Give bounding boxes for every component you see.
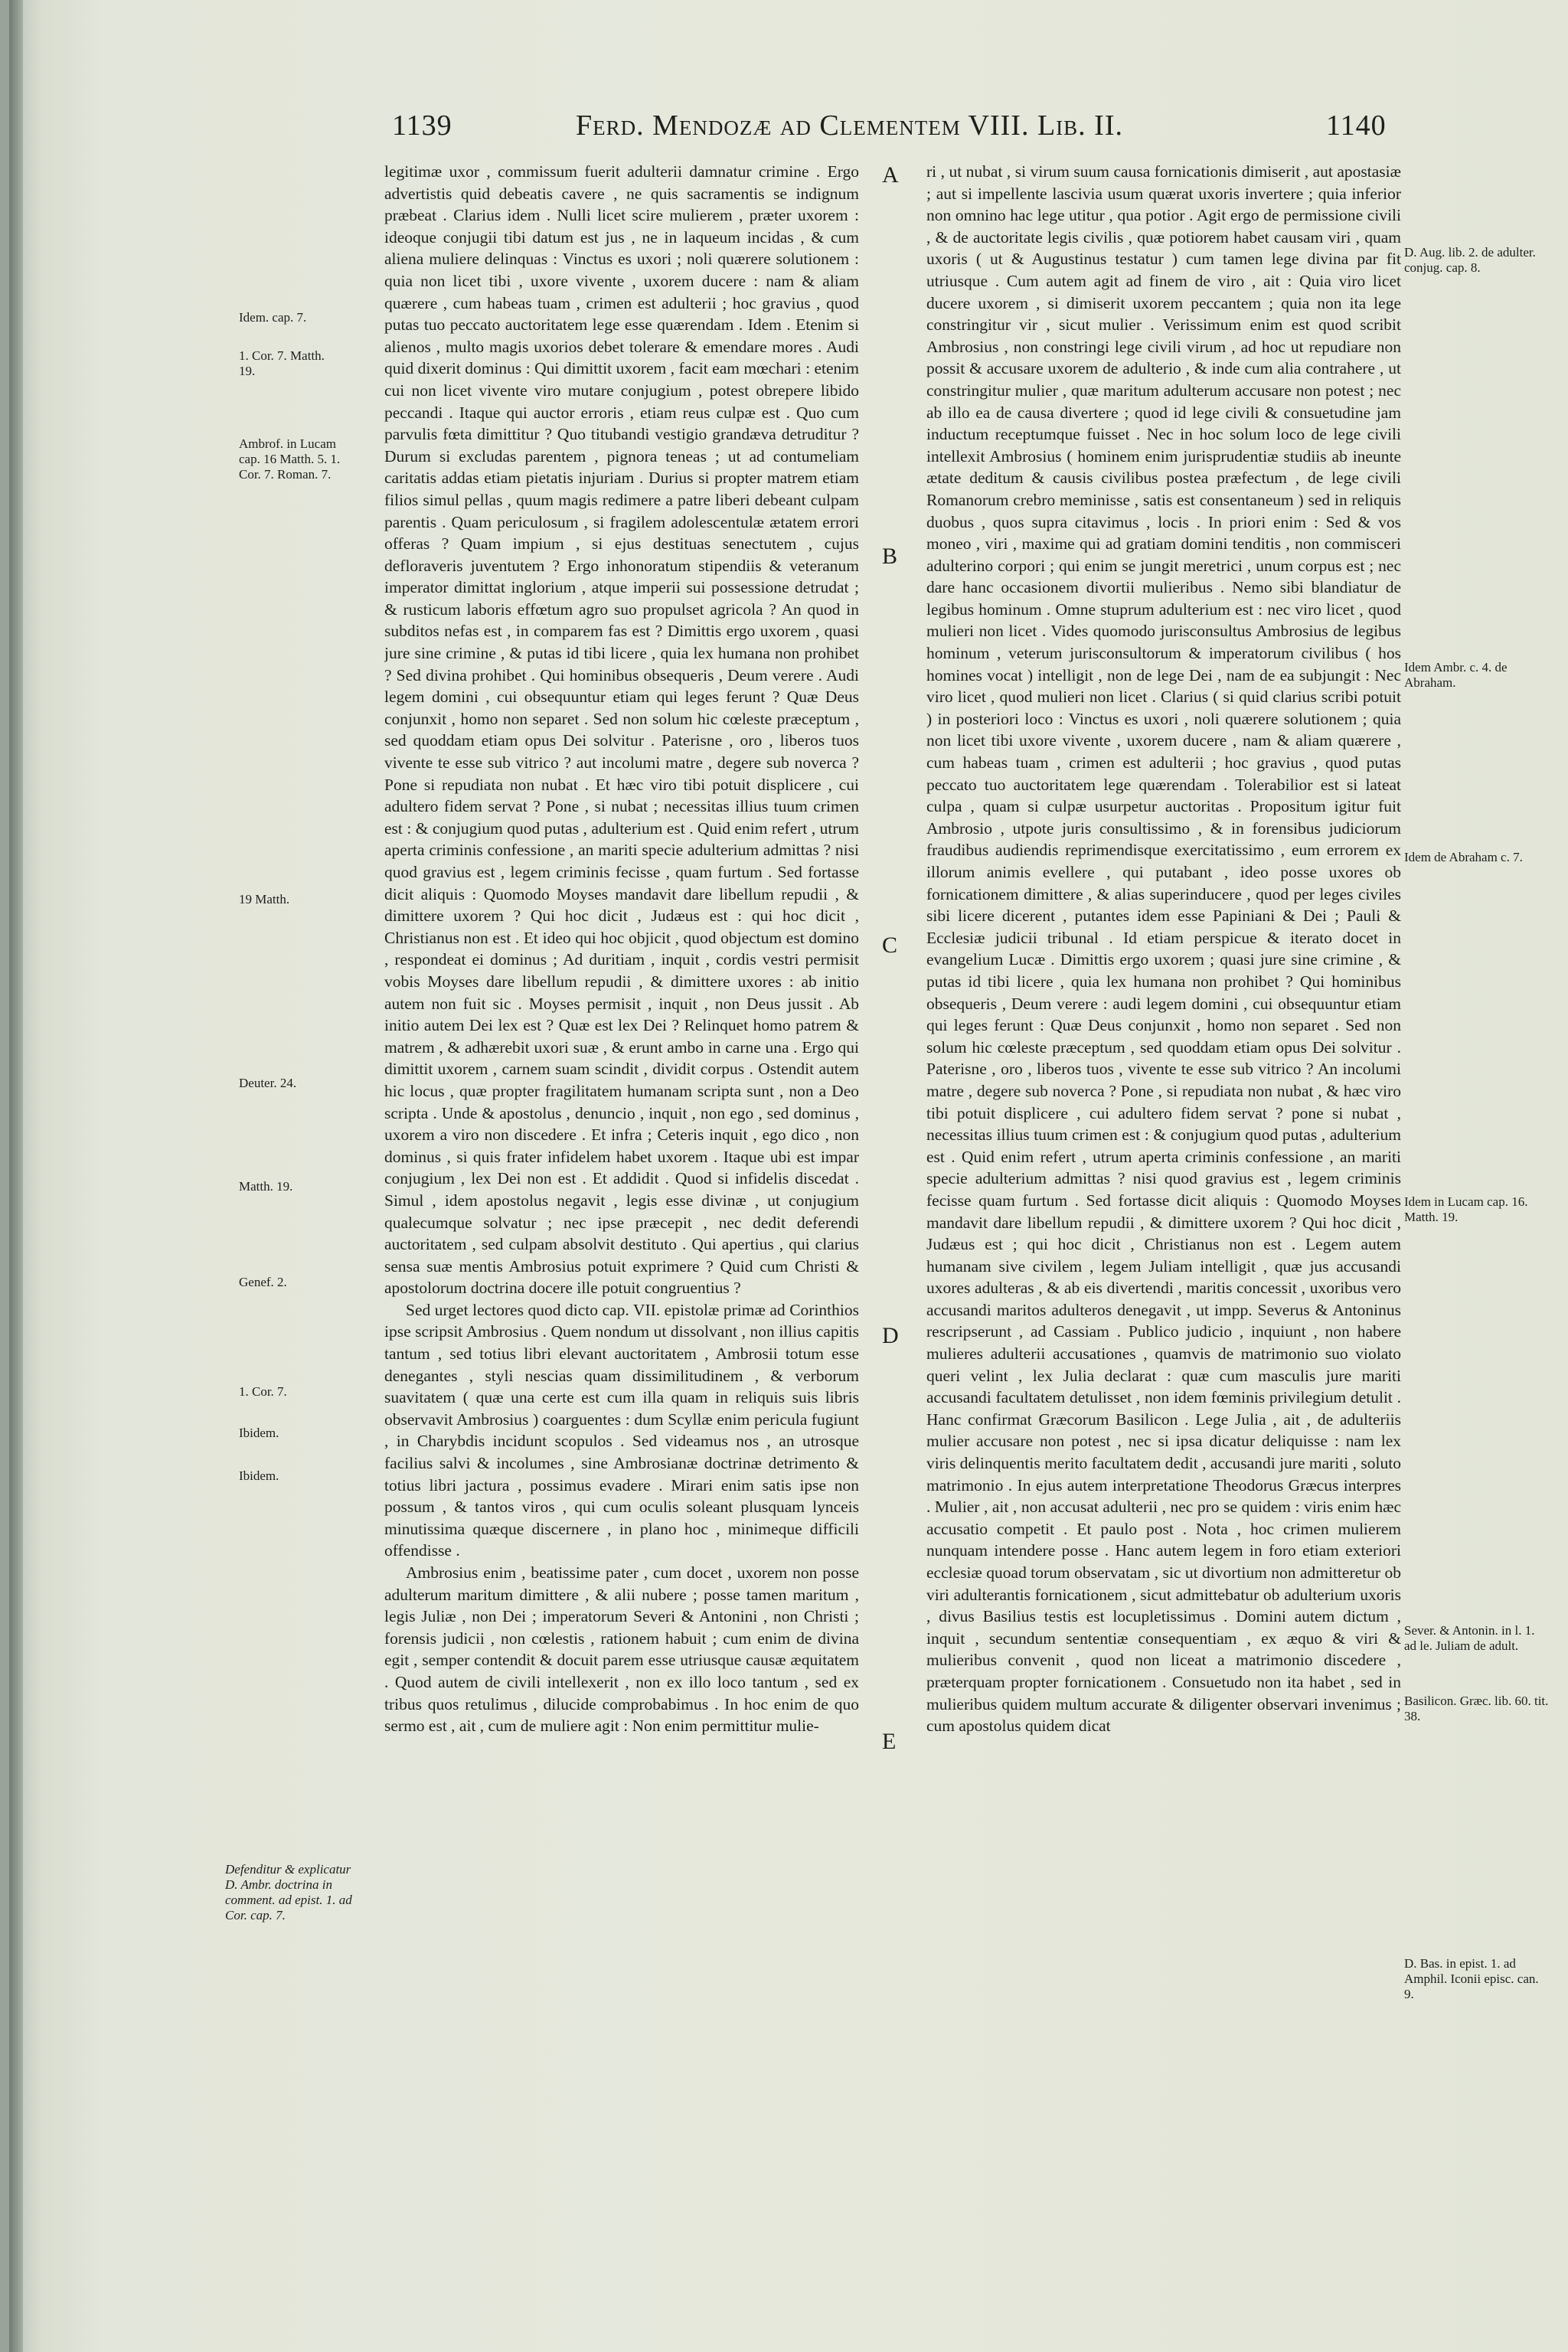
page-number-left: 1139	[392, 109, 452, 142]
margin-note: D. Bas. in epist. 1. ad Amphil. Iconii episc. can. 9.	[1404, 1956, 1539, 2001]
margin-note: Idem Ambr. c. 4. de Abraham.	[1404, 660, 1508, 690]
margin-note-summary: Defenditur & explicatur D. Ambr. doctrina in comment. ad epist. 1. ad Cor. cap. 7.	[225, 1862, 352, 1922]
running-header	[369, 101, 1441, 147]
text-column-left	[384, 161, 859, 2259]
paragraph: ri , ut nubat , si virum suum causa fornicationis dimiserit , aut apostasiæ ; aut si impellente lascivia usum quærat uxoris invertere ; quia inferior non omnino hac lege utitur , qua potior . Agit ergo de permissione civili , & de auctoritate legis civilis , quæ potiorem habet causam viri , quam uxoris ( ut & Augustinus testatur ) cum tamen lege divina par fit utriusque . Cum autem agit ad finem de viro , ait : Quia viro licet ducere uxorem , si dimiserit uxorem peccantem ; quia non ita lege constringitur vir , sicut mulier . Verissimum enim est quod scribit Ambrosius , non constringi lege civili virum , ad hoc ut repudiare non possit & accusare uxorem de adulterio , & inde cum alia contrahere , ut constringitur mulier , quæ maritum adulterum accusare non potest ; nec ab illo ea de causa divertere ; quod id lege civili & consuetudine jam inductum receptumque fuisset . Nec in hoc solum loco de lege civili intellexit Ambrosius ( hominem enim jurisprudentiæ studiis ab ineunte ætate deditum & causis civilibus postea præfectum , de lege civili Romanorum crebro meminisse , satis est consentaneum ) sed in reliquis duobus , quos supra citavimus , locis . In priori enim : Sed & vos moneo , viri , maxime qui ad gratiam domini tenditis , non commisceri adulterino corpori ; qui enim se jungit meretrici , unum corpus est ; nec dare hanc occasionem divortii mulieribus . Nemo sibi blandiatur de legibus hominum . Omne stuprum adulterium est : nec viro licet , quod mulieri non licet . Vides quomodo jurisconsultus Ambrosius de legibus hominum , veterum jurisconsultorum & imperatorum civilibus ( hos homines vocat ) intelligit , non de lege Dei , nam de ea subjungit : Nec viro licet , quod mulieri non licet . Clarius ( si quid clarius scribi potuit ) in posteriori loco : Vinctus es uxori , noli quærere solutionem ; quia non licet tibi uxore vivente , uxorem ducere , nam & aliam quærere , cum habeas tuam , crimen est adulterii ; hoc gravius , quod putas peccato tuo auctoritatem lege quærendam . Tolerabilior est si lateat culpa , quam si culpæ usurpetur auctoritas . Propositum igitur fuit Ambrosio , utpote juris consultissimo , & in forensibus judiciorum fraudibus audiendis reprimendisque exercitatissimo , eum errorem ex illorum animis evellere , qui putabant , ideo posse uxores ob fornicationem dimittere , & alias superinducere , quod per leges civiles sibi licere dicerent , putantes idem esse Papiniani & Dei ; Pauli & Ecclesiæ judicii tribunal . Id etiam perspicue & iterato docet in evangelium Lucæ . Dimittis ergo uxorem ; quasi jure sine crimine , & putas id tibi licere , quia lex humana non prohibet ? Qui hominibus obsequeris , Deum verere : audi legem domini , cui obsequuntur etiam qui leges ferunt : Quæ Deus conjunxit , homo non separet . Sed non solum hic cœleste præceptum , sed quoddam etiam opus Dei solvitur . Paterisne , oro , liberos tuos , vivente te esse sub vitrico ? An incolumi matre , degere sub noverca ? Pone , si repudiata non nubat , & hæc viro tibi potuit displicere , cui adultero fidem servat ? pone si nubat , necessitas illius tuum crimen est : & conjugium quod putas , adulterium est . Quid enim refert , utrum aperta criminis confessione , an mariti specie adulterium admittas ? nisi quod gravius est , legem criminis fecisse quam furtum . Sed fortasse dicit aliquis : Quomodo Moyses mandavit dare libellum repudii , & dimittere uxorem ? Qui hoc dicit , Judæus est ; qui hoc dicit , Christianus non est . Legem autem humanam sive civilem , legem Juliam intelligit , quæ jus accusandi uxores adulteras , & ab eis divertendi , maritis concessit , uxoribus vero accusandi maritos adulteros denegavit , ut impp. Severus & Antoninus rescripserunt , ad Cassiam . Publico judicio , inquiunt , non habere mulieres adulterii accusationes , quamvis de matrimonio suo violato queri velint , lex Julia declarat : quæ cum masculis jure mariti accusandi facultatem detulisset , non idem fœminis privilegium detulit . Hanc confirmat Græcorum Basilicon . Lege Julia , ait , de adulteriis mulier accusare non potest , nec si ipsa dicatur deliquisse : nam lex viris delinquentis merito facultatem dedit , accusandi jure mariti , soluto matrimonio . In ejus autem interpretatione Theodorus Græcus interpres . Mulier , ait , non accusat adulterii , nec pro se quidem : viris enim hæc accusatio competit . Et paulo post . Nota , hoc crimen mulierem nunquam intendere posse . Hanc autem legem in foro etiam exteriori ecclesiæ quoad torum observatam , sic ut divortium non admitteretur ob viri adulterantis fornicationem , sicut admittebatur ob adulterium uxoris , divus Basilius testis est locupletissimus . Domini autem dictum , inquit , secundum sententiæ consequentiam , ex æquo & viri & mulieribus convenit , quod non liceat a matrimonio discedere , præterquam propter fornicationem . Consuetudo non ita habet , sed in mulieribus quidem multum accurate & diligenter observari invenimus ; cum apostolus quidem dicat	[926, 162, 1401, 1736]
text-column-right	[926, 161, 1401, 2259]
margin-note: 1. Cor. 7.	[239, 1384, 287, 1399]
margin-note: Ibidem.	[239, 1426, 279, 1440]
margin-note: 19 Matth.	[239, 892, 290, 906]
margin-note: Idem de Abraham c. 7.	[1404, 850, 1523, 864]
margin-note: Idem in Lucam cap. 16. Matth. 19.	[1404, 1194, 1528, 1224]
margin-note: Ambrof. in Lucam cap. 16 Matth. 5. 1. Cor. 7. Roman. 7.	[239, 436, 341, 482]
section-marker-b: B	[882, 544, 898, 569]
section-marker-e: E	[882, 1729, 897, 1754]
margin-note: Genef. 2.	[239, 1275, 287, 1289]
margin-note: 1. Cor. 7. Matth. 19.	[239, 348, 325, 378]
section-marker-d: D	[882, 1323, 899, 1348]
margin-note: D. Aug. lib. 2. de adulter. conjug. cap. 8.	[1404, 245, 1536, 275]
page-number-right: 1140	[1326, 109, 1387, 142]
margin-note: Basilicon. Græc. lib. 60. tit. 38.	[1404, 1694, 1549, 1723]
book-page	[9, 0, 1568, 2352]
paragraph: legitimæ uxor , commissum fuerit adulterii damnatur crimine . Ergo advertistis quid debeatis cavere , ne quis sacramentis se indignum præbeat . Clarius idem . Nulli licet scire mulierem , præter uxorem : ideoque conjugii tibi datum est jus , ne in laqueum incidas , & cum aliena muliere delinquas : Vinctus es uxori ; noli quærere solutionem : quia non licet tibi , uxore vivente , uxorem ducere : nam & aliam quærere , cum habeas tuam , crimen est adulterii ; hoc gravius , quod putas tuo peccato auctoritatem lege esse quærendam . Idem . Etenim si alienos , multo magis uxorios debet tolerare & emendare mores . Audi quid dixerit dominus : Qui dimittit uxorem , facit eam mœchari : etenim cui non licet vivente viro mutare conjugium , potest obrepere libido peccandi . Itaque qui auctor erroris , etiam reus culpæ est . Quo cum parvulis fœta dimittitur ? Quo titubandi vestigio grandæva detruditur ? Durum si excludas parentem , pignora teneas ; ut ad contumeliam caritatis addas etiam pietatis injuriam . Durius si propter matrem etiam filios simul pellas , quum magis redimere a patre liberi debeant culpam parentis . Quam periculosum , si fragilem adolescentulæ ætatem errori offeras ? Quam impium , si ejus destituas senectutem , cujus defloraveris juventutem ? Ergo inhonoratum stipendiis & veteranum imperator dimittat inglorium , atque imperii sui possessione detrudat ; & rusticum laboris effœtum agro suo propulset agricola ? An quod in subditos nefas est , in comparem fas est ? Dimittis ergo uxorem , quasi jure sine crimine , & putas id tibi licere , quia lex humana non prohibet ? Sed divina prohibet . Qui hominibus obsequeris , Deum verere . Audi legem domini , cui obsequuntur etiam qui leges ferunt ? Quæ Deus conjunxit , homo non separet . Sed non solum hic cœleste præceptum , sed quoddam etiam opus Dei solvitur . Paterisne , oro , liberos tuos vivente te esse sub vitrico ? aut incolumi matre , degere sub noverca ? Pone si repudiata non nubat . Et hæc viro tibi potuit displicere , cui adultero fidem servat ? Pone , si nubat ; necessitas illius tuum crimen est : & conjugium quod putas , adulterium est . Quid enim refert , utrum aperta criminis confessione , an mariti specie adulterium admittas ? nisi quod gravius est , legem criminis fecisse , quam furtum . Sed fortasse dicit aliquis : Quomodo Moyses mandavit dare libellum repudii , & dimittere uxorem ? Qui hoc dicit , Judæus est : qui hoc dicit , Christianus non est . Et ideo qui hoc objicit , quod objectum est domino , respondeat ei dominus ; Ad duritiam , inquit , cordis vestri permisit vobis Moyses dare libellum repudii , & dimittere uxores : ab initio autem non fuit sic . Moyses permisit , inquit , non Deus jussit . Ab initio autem Dei lex est ? Quæ est lex Dei ? Relinquet homo patrem & matrem , & adhærebit uxori suæ , & erunt ambo in carne una . Ergo qui dimittit uxorem , carnem suam scindit , dividit corpus . Ostendit autem hic locus , quæ propter fragilitatem humanam scripta sunt , non a Deo scripta . Unde & apostolus , denuncio , inquit , non ego , sed dominus , uxorem a viro non discedere . Et infra ; Ceteris inquit , ego dico , non dominus , si quis frater infidelem habet uxorem . Itaque ubi est impar conjugium , lex Dei non est . Et addidit . Quod si infidelis discedat . Simul , idem apostolus negavit , legis esse divinæ , ut conjugium qualecumque solvatur ; nec ipse præcepit , nec dedit deferendi auctoritatem , sed culpam absolvit destituto . Qui apertius , qui clarius sensa suæ mentis Ambrosius potuit exprimere ? Quid cum Christi & apostolorum doctrina docere ille potuit congruentius ?	[384, 162, 859, 1298]
running-title: Ferd. Mendozæ ad Clementem VIII. Lib. II.	[576, 109, 1123, 142]
margin-note: Deuter. 24.	[239, 1076, 297, 1090]
paragraph: Ambrosius enim , beatissime pater , cum docet , uxorem non posse adulterum maritum dimittere , & alii nubere ; posse tamen maritum , legis Juliæ , non Dei ; imperatorum Severi & Antonini , non Christi ; forensis judicii , non cœlestis , rationem habuit ; cum enim de divina egit , semper contendit & docuit parem esse utriusque causæ æquitatem . Quod autem de civili intellexerit , non ex illo loco tantum , sed ex tribus quos retulimus , dilucide comprobabimus . In hoc enim de quo sermo est , ait , cum de muliere agit : Non enim permittitur mulie-	[384, 1563, 859, 1736]
margin-note: Matth. 19.	[239, 1179, 293, 1194]
margin-note: Idem. cap. 7.	[239, 310, 307, 325]
paragraph: Sed urget lectores quod dicto cap. VII. epistolæ primæ ad Corinthios ipse scripsit Ambrosius . Quem nondum ut dissolvant , non illius capitis tantum , sed totius libri elevant auctoritatem , Ambrosii totum esse denegantes , styli nescias quam dissimilitudinem , & verborum suavitatem ( quæ una certe est cum illa quam in reliquis suis libris observavit Ambrosius ) coarguentes : dum Scyllæ enim pericula fugiunt , in Charybdis incidunt scopulos . Sed videamus nos , an utrosque facilius salvi & incolumes , sine Ambrosianæ doctrinæ detrimento & totius libri jactura , possimus evadere . Mirari enim satis ipse non possum , & tantos viros , qui cum oculis soleant plusquam lynceis minutissima quæque discernere , in plano hoc , minimeque difficili offendisse .	[384, 1300, 859, 1560]
section-marker-a: A	[882, 162, 899, 188]
margin-note: Ibidem.	[239, 1468, 279, 1483]
margin-note: Sever. & Antonin. in l. 1. ad le. Juliam de adult.	[1404, 1623, 1535, 1653]
section-marker-c: C	[882, 933, 898, 958]
book-spine	[9, 0, 23, 2352]
